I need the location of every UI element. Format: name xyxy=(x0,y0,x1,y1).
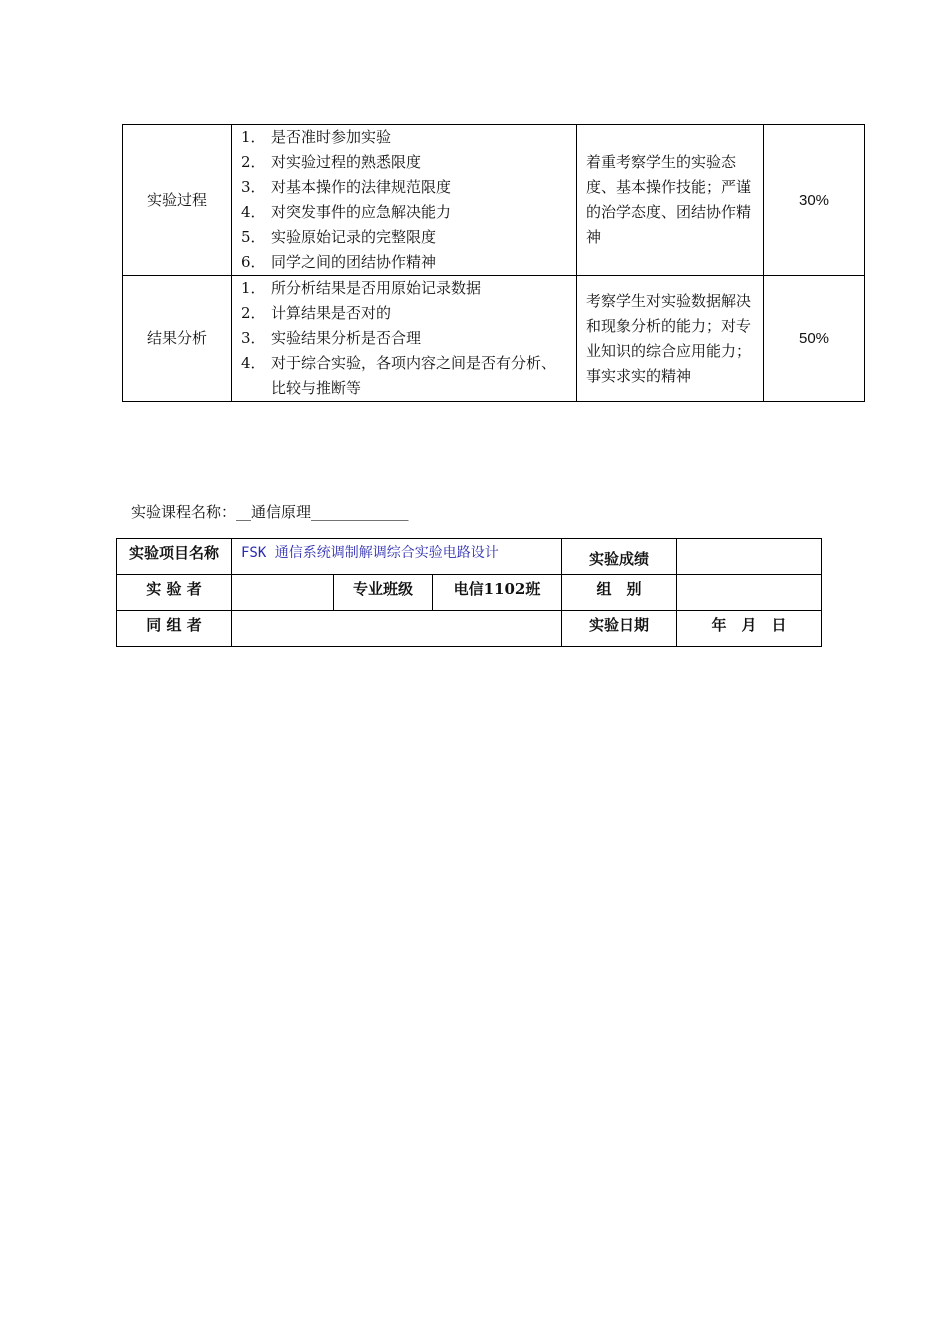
course-name-value: __通信原理_____________ xyxy=(236,503,409,521)
rubric-category: 结果分析 xyxy=(123,276,232,402)
list-item: 4． 对突发事件的应急解决能力 xyxy=(241,203,452,221)
rubric-weight: 50% xyxy=(764,276,865,402)
table-row xyxy=(117,539,822,575)
course-name-line xyxy=(131,501,409,523)
list-item: 2． 对实验过程的熟悉限度 xyxy=(241,153,422,171)
list-item: 3． 实验结果分析是否合理 xyxy=(241,329,422,347)
rubric-row-process xyxy=(123,125,865,276)
experiment-info-table xyxy=(116,538,822,647)
group-label: 组 别 xyxy=(562,575,677,611)
partner-value xyxy=(232,611,562,647)
list-item: 1． 是否准时参加实验 xyxy=(241,128,392,146)
list-item: 5． 实验原始记录的完整限度 xyxy=(241,228,437,246)
class-label: 专业班级 xyxy=(334,575,433,611)
grade-value xyxy=(677,539,822,575)
rubric-row-analysis xyxy=(123,276,865,402)
list-item: 1． 所分析结果是否用原始记录数据 xyxy=(241,279,482,297)
table-row xyxy=(117,611,822,647)
rubric-items xyxy=(232,125,577,276)
project-name-label: 实验项目名称 xyxy=(117,539,232,575)
grade-label: 实验成绩 xyxy=(562,539,677,575)
class-value: 电信1102班 xyxy=(433,575,562,611)
date-value: 年 月 日 xyxy=(677,611,822,647)
rubric-weight: 30% xyxy=(764,125,865,276)
experimenter-value xyxy=(232,575,334,611)
list-item: 2． 计算结果是否对的 xyxy=(241,304,392,322)
project-name-value: FSK 通信系统调制解调综合实验电路设计 xyxy=(232,539,562,575)
group-value xyxy=(677,575,822,611)
date-label: 实验日期 xyxy=(562,611,677,647)
list-item: 6． 同学之间的团结协作精神 xyxy=(241,253,437,271)
list-item: 3． 对基本操作的法律规范限度 xyxy=(241,178,452,196)
rubric-category: 实验过程 xyxy=(123,125,232,276)
rubric-description: 着重考察学生的实验态度、基本操作技能；严谨的治学态度、团结协作精神 xyxy=(577,125,764,276)
grading-rubric-table xyxy=(122,124,865,402)
list-item: 4． 对于综合实验，各项内容之间是否有分析、比较与推断等 xyxy=(241,354,557,397)
experimenter-label: 实 验 者 xyxy=(117,575,232,611)
course-name-label: 实验课程名称： xyxy=(131,503,237,521)
rubric-items xyxy=(232,276,577,402)
rubric-description: 考察学生对实验数据解决和现象分析的能力；对专业知识的综合应用能力；事实求实的精神 xyxy=(577,276,764,402)
partner-label: 同 组 者 xyxy=(117,611,232,647)
table-row xyxy=(117,575,822,611)
